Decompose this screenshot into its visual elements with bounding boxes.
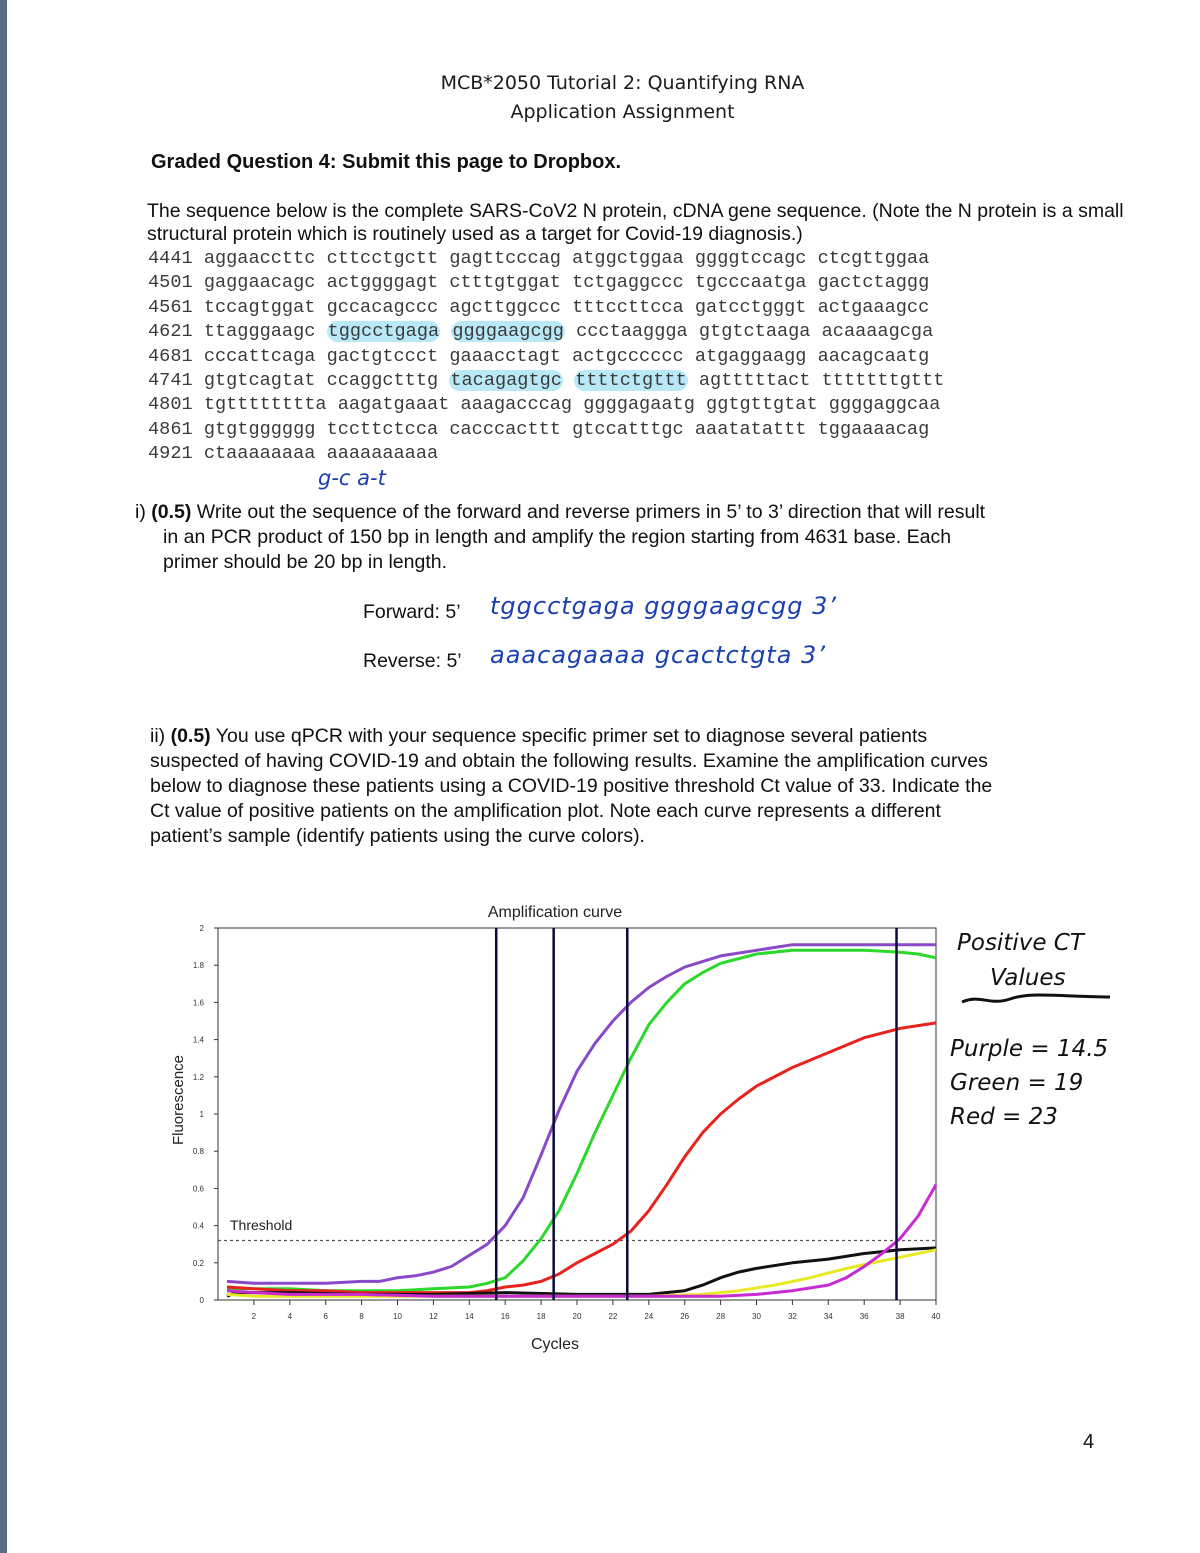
x-tick-label: 20 bbox=[572, 1312, 582, 1321]
sequence-group: tccagtggat bbox=[203, 296, 316, 318]
sequence-group: gaaacctagt bbox=[449, 345, 561, 367]
q1-line3: primer should be 20 bp in length. bbox=[163, 551, 448, 573]
sequence-group: tggcctgaga bbox=[327, 321, 440, 343]
chart-y-axis-label: Fluorescence bbox=[170, 1054, 187, 1146]
header-course-title: MCB*2050 Tutorial 2: Quantifying RNA bbox=[440, 72, 805, 94]
graded-question-title: Graded Question 4: Submit this page to Dropbox. bbox=[151, 151, 622, 173]
sequence-position: 4501 bbox=[148, 272, 193, 294]
x-tick-label: 16 bbox=[500, 1312, 510, 1321]
sequence-line bbox=[148, 418, 929, 442]
x-tick-label: 12 bbox=[428, 1312, 438, 1321]
y-tick-label: 0.2 bbox=[192, 1258, 204, 1268]
x-tick-label: 10 bbox=[393, 1312, 402, 1321]
sequence-group: cccattcaga bbox=[203, 345, 316, 367]
q2-label: ii) bbox=[150, 725, 171, 747]
x-tick-label: 2 bbox=[251, 1312, 257, 1321]
sequence-group: actggggagt bbox=[326, 272, 439, 294]
sequence-group: actgcccccc bbox=[572, 345, 684, 367]
forward-primer-answer: tggcctgaga ggggaagcgg 3’ bbox=[490, 592, 837, 620]
y-tick-label: 1.2 bbox=[192, 1072, 204, 1082]
q2-line3: below to diagnose these patients using a COVID-19 positive threshold Ct value of 33. Indicate the bbox=[150, 775, 993, 797]
x-tick-label: 6 bbox=[323, 1312, 328, 1321]
header-subtitle: Application Assignment bbox=[510, 101, 735, 123]
sequence-line bbox=[148, 296, 929, 320]
note-red-ct: Red = 23 bbox=[950, 1104, 1058, 1130]
sequence-group: ttagggaagc bbox=[203, 321, 316, 343]
sequence-group: aaaaaaaaaa bbox=[326, 443, 439, 465]
page-number: 4 bbox=[1083, 1431, 1095, 1453]
sequence-group: aggaaccttc bbox=[203, 248, 316, 269]
sequence-group: tccttctcca bbox=[326, 418, 439, 440]
sequence-group: ccctaaggga bbox=[576, 321, 688, 343]
sequence-group: atggctggaa bbox=[572, 248, 684, 269]
sequence-group: tgcccaatga bbox=[694, 272, 807, 294]
q2-line5: patient’s sample (identify patients using the curve colors). bbox=[150, 825, 645, 847]
sequence-group: actgaaagcc bbox=[817, 296, 930, 318]
sequence-group: tggaaaacag bbox=[817, 418, 930, 440]
reverse-label: Reverse: 5’ bbox=[363, 650, 462, 672]
x-tick-label: 18 bbox=[536, 1312, 546, 1321]
q1-line1: Write out the sequence of the forward and reverse primers in 5’ to 3’ direction that will result bbox=[191, 501, 986, 523]
sequence-position: 4441 bbox=[148, 248, 193, 269]
sequence-group: ctcgttggaa bbox=[817, 248, 930, 269]
q2-line2: suspected of having COVID-19 and obtain the following results. Examine the amplification curves bbox=[150, 750, 988, 772]
sequence-group: agcttggccc bbox=[449, 296, 561, 318]
sequence-group: aaatatattt bbox=[694, 418, 807, 440]
sequence-line bbox=[148, 369, 944, 393]
q1-line2: in an PCR product of 150 bp in length and amplify the region starting from 4631 base. Each bbox=[163, 526, 952, 548]
sequence-group: ccaggctttg bbox=[326, 370, 439, 391]
plot-frame bbox=[218, 928, 936, 1300]
q2-points: (0.5) bbox=[170, 725, 211, 747]
sequence-group: aagatgaaat bbox=[337, 394, 450, 416]
sequence-line bbox=[148, 247, 929, 271]
threshold-label: Threshold bbox=[230, 1217, 293, 1233]
y-tick-label: 0.6 bbox=[192, 1184, 204, 1194]
sequence-group: tttccttcca bbox=[572, 296, 684, 318]
sequence-group: gccacagccc bbox=[326, 296, 439, 318]
series-line bbox=[227, 1250, 936, 1297]
q1-points: (0.5) bbox=[151, 501, 192, 523]
y-tick-label: 1.4 bbox=[192, 1035, 204, 1045]
series-line bbox=[227, 1023, 936, 1293]
x-tick-label: 38 bbox=[895, 1312, 905, 1321]
y-tick-label: 0.8 bbox=[192, 1147, 204, 1157]
x-tick-label: 34 bbox=[823, 1312, 833, 1321]
sequence-group: gaggaacagc bbox=[203, 272, 316, 294]
x-tick-label: 40 bbox=[931, 1312, 941, 1321]
y-tick-label: 1.8 bbox=[192, 961, 204, 971]
x-tick-label: 22 bbox=[608, 1312, 618, 1321]
y-tick-label: 0.4 bbox=[192, 1221, 204, 1231]
sequence-group: gatcctgggt bbox=[694, 296, 807, 318]
sequence-group: ttttctgttt bbox=[575, 370, 687, 391]
sequence-group: gtgtgggggg bbox=[203, 418, 316, 440]
sequence-group: ctttgtggat bbox=[449, 272, 561, 294]
sequence-position: 4621 bbox=[148, 321, 193, 343]
sequence-group: cacccacttt bbox=[449, 418, 561, 440]
note-purple-ct: Purple = 14.5 bbox=[950, 1036, 1109, 1062]
sequence-group: gtccatttgc bbox=[572, 418, 684, 440]
sequence-group: acaaaagcga bbox=[821, 321, 934, 343]
sequence-position: 4861 bbox=[148, 418, 193, 440]
intro-paragraph: The sequence below is the complete SARS-CoV2 N protein, cDNA gene sequence. (Note the N protein is a small structural protein which is routinely used as a target for Covid-19 diagnosis.) bbox=[147, 200, 1124, 245]
y-tick-label: 0 bbox=[199, 1296, 204, 1305]
sequence-group: aaagacccag bbox=[460, 394, 573, 416]
series-line bbox=[227, 1248, 936, 1296]
x-tick-label: 24 bbox=[644, 1312, 654, 1321]
reverse-primer-answer: aaacagaaaa gcactctgta 3’ bbox=[490, 641, 826, 669]
sequence-group: cttcctgctt bbox=[326, 248, 439, 269]
sequence-group: ggggagaatg bbox=[583, 394, 695, 416]
sequence-group: ctaaaaaaaa bbox=[203, 443, 316, 465]
note-positive-ct-values: Values bbox=[990, 965, 1066, 991]
sequence-group: aacagcaatg bbox=[817, 345, 930, 367]
sequence-group: atgaggaagg bbox=[694, 345, 807, 367]
sequence-group: gtgtcagtat bbox=[203, 370, 316, 391]
sequence-position: 4561 bbox=[148, 296, 193, 318]
sequence-line bbox=[148, 345, 929, 369]
sequence-group: tacagagtgc bbox=[450, 370, 562, 391]
series-line bbox=[227, 1185, 936, 1297]
x-tick-label: 8 bbox=[359, 1312, 364, 1321]
sequence-group: ggggtccagc bbox=[694, 248, 807, 269]
sequence-group: tttttttgttt bbox=[821, 370, 945, 391]
x-tick-label: 32 bbox=[787, 1312, 797, 1321]
sequence-position: 4921 bbox=[148, 443, 193, 465]
sequence-group: gtgtctaaga bbox=[698, 321, 811, 343]
x-tick-label: 30 bbox=[752, 1312, 761, 1321]
x-tick-label: 28 bbox=[716, 1312, 726, 1321]
sequence-line bbox=[148, 393, 940, 417]
question-1 bbox=[135, 500, 1095, 575]
question-2 bbox=[150, 724, 1110, 849]
sequence-group: ggggaagcgg bbox=[452, 321, 564, 343]
x-tick-label: 26 bbox=[680, 1312, 690, 1321]
sequence-line bbox=[148, 442, 438, 466]
sequence-group: tgtttttttta bbox=[203, 394, 327, 416]
sequence-line bbox=[148, 320, 933, 344]
note-positive-ct-title: Positive CT bbox=[957, 930, 1084, 956]
sequence-line bbox=[148, 271, 929, 295]
q2-line4: Ct value of positive patients on the amplification plot. Note each curve represents a different bbox=[150, 800, 941, 822]
sequence-group: gagttcccag bbox=[449, 248, 561, 269]
q2-line1: You use qPCR with your sequence specific primer set to diagnose several patients bbox=[210, 725, 928, 747]
forward-label: Forward: 5’ bbox=[363, 601, 461, 623]
series-line bbox=[227, 945, 936, 1284]
chart-x-axis-label: Cycles bbox=[530, 1336, 580, 1353]
sequence-group: gactctaggg bbox=[817, 272, 930, 294]
sequence-position: 4741 bbox=[148, 370, 193, 391]
y-tick-label: 2 bbox=[199, 924, 204, 933]
sequence-position: 4801 bbox=[148, 394, 193, 416]
x-tick-label: 14 bbox=[464, 1312, 474, 1321]
x-tick-label: 36 bbox=[859, 1312, 869, 1321]
note-green-ct: Green = 19 bbox=[950, 1070, 1084, 1096]
y-tick-label: 1.6 bbox=[192, 998, 204, 1008]
x-tick-label: 4 bbox=[287, 1312, 293, 1321]
sequence-position: 4681 bbox=[148, 345, 193, 367]
y-tick-label: 1 bbox=[199, 1110, 204, 1119]
sequence-group: ggtgttgtat bbox=[706, 394, 818, 416]
chart-title: Amplification curve bbox=[487, 904, 623, 921]
sequence-group: agtttttact bbox=[698, 370, 811, 391]
series-line bbox=[227, 950, 936, 1290]
handwritten-base-pairs: g-c a-t bbox=[318, 466, 386, 490]
sequence-group: gactgtccct bbox=[326, 345, 439, 367]
q1-label: i) bbox=[135, 501, 152, 523]
sequence-group: tctgaggccc bbox=[572, 272, 684, 294]
handwritten-underline bbox=[960, 990, 1120, 1010]
sequence-group: ggggaggcaa bbox=[828, 394, 941, 416]
window-left-border bbox=[0, 0, 7, 1553]
